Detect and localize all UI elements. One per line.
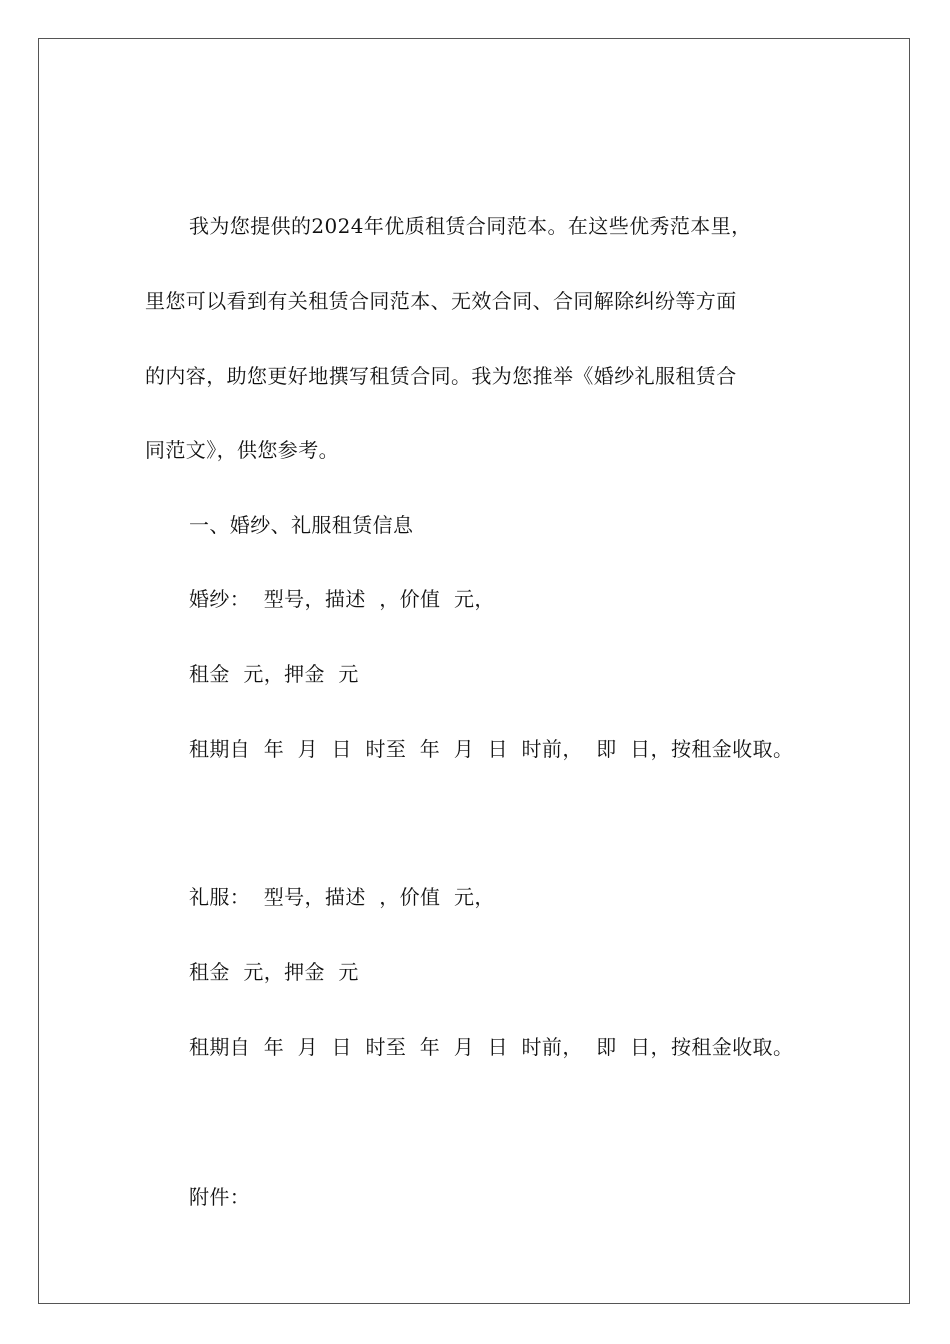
intro-line-3: 的内容，助您更好地撰写租赁合同。我为您推举《婚纱礼服租赁合 [145, 364, 737, 388]
attachment-label: 附件： [189, 1185, 251, 1209]
formal-dress-rent: 租金 元，押金 元 [189, 960, 359, 984]
formal-dress-info: 礼服： 型号，描述 ，价值 元， [189, 885, 495, 909]
section-title: 一、婚纱、礼服租赁信息 [189, 513, 414, 537]
intro-line-2: 里您可以看到有关租赁合同范本、无效合同、合同解除纠纷等方面 [145, 289, 737, 313]
formal-dress-period: 租期自 年 月 日 时至 年 月 日 时前， 即 日，按租金收取。 [189, 1035, 794, 1059]
intro-line-1: 我为您提供的2024年优质租赁合同范本。在这些优秀范本里， [189, 214, 752, 238]
wedding-dress-period: 租期自 年 月 日 时至 年 月 日 时前， 即 日，按租金收取。 [189, 737, 794, 761]
intro-line-4: 同范文》，供您参考。 [145, 438, 339, 462]
wedding-dress-info: 婚纱： 型号，描述 ，价值 元， [189, 587, 495, 611]
wedding-dress-rent: 租金 元，押金 元 [189, 662, 359, 686]
